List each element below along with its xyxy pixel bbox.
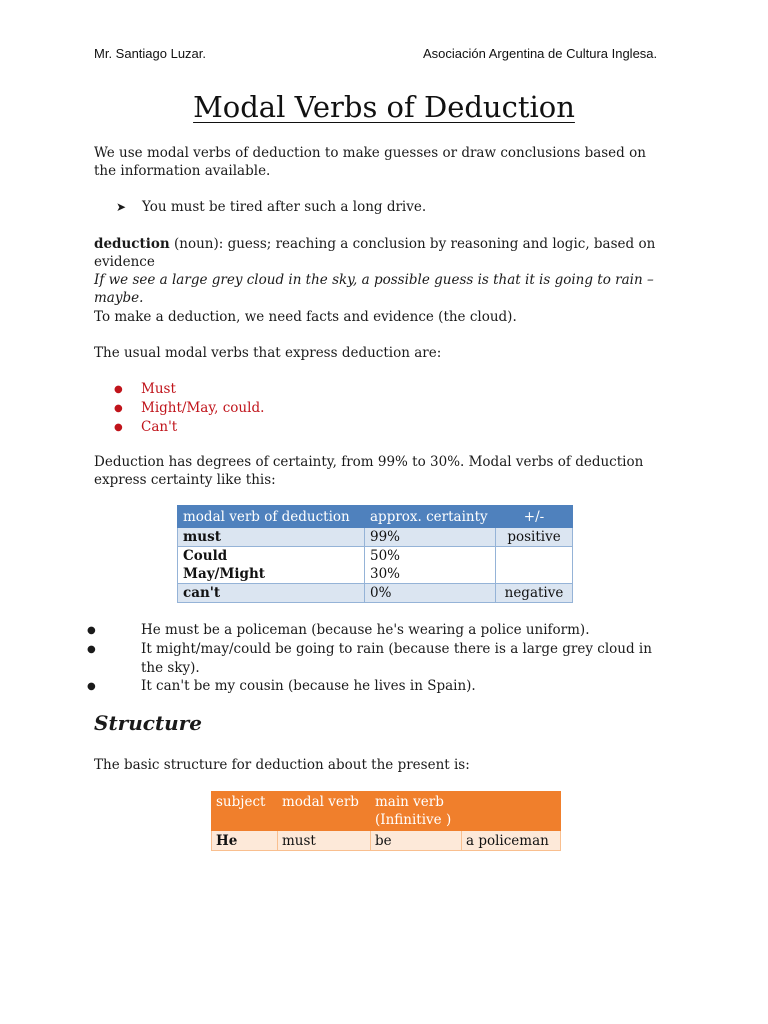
table-cell: must <box>178 528 365 547</box>
table-header-cell: subject <box>212 792 278 831</box>
structure-intro: The basic structure for deduction about the present is: <box>94 757 470 773</box>
usual-paragraph: The usual modal verbs that express deduction are: <box>94 345 442 361</box>
list-item <box>114 380 264 399</box>
arrow-bullet-icon: ➤ <box>116 200 127 214</box>
table-header-row <box>212 792 561 831</box>
table-row <box>178 547 573 566</box>
list-item-label: He must be a policeman (because he's wearing a police uniform). <box>141 622 590 638</box>
bullet-icon: ● <box>114 422 123 433</box>
table-cell: must <box>278 831 371 851</box>
intro-paragraph: We use modal verbs of deduction to make guesses or draw conclusions based on the information available. <box>94 145 646 179</box>
table-row <box>178 584 573 603</box>
table-cell: can't <box>178 584 365 603</box>
table-row <box>212 831 561 851</box>
list-item <box>114 418 264 437</box>
table-header-cell: +/- <box>496 506 573 528</box>
list-item <box>87 621 659 640</box>
table-header-cell: modal verb <box>278 792 371 831</box>
table-row <box>178 528 573 547</box>
table-cell <box>496 565 573 584</box>
definition-text: (noun): guess; reaching a conclusion by reasoning and logic, based on evidence <box>94 236 656 270</box>
bullet-icon: ● <box>114 384 123 395</box>
degrees-paragraph: Deduction has degrees of certainty, from 99% to 30%. Modal verbs of deduction express certainty like this: <box>94 454 644 488</box>
list-item-label: Might/May, could. <box>141 400 265 416</box>
bullet-icon: ● <box>87 681 96 692</box>
table-cell: positive <box>496 528 573 547</box>
list-item-label: Must <box>141 381 176 397</box>
table-cell <box>496 547 573 566</box>
modal-list <box>114 380 264 437</box>
table-cell: be <box>371 831 462 851</box>
list-item <box>114 399 264 418</box>
table-cell: 99% <box>365 528 496 547</box>
table-cell: 0% <box>365 584 496 603</box>
table-cell: He <box>212 831 278 851</box>
examples-list <box>87 621 659 696</box>
bullet-icon: ● <box>87 625 96 636</box>
table-header-cell: main verb (Infinitive ) <box>371 792 462 831</box>
list-item-label: It can't be my cousin (because he lives in Spain). <box>141 678 476 694</box>
list-item <box>87 677 659 696</box>
table-cell: negative <box>496 584 573 603</box>
table-row <box>178 565 573 584</box>
table-cell: 30% <box>365 565 496 584</box>
list-item-label: Can't <box>141 419 178 435</box>
table-cell: Could <box>178 547 365 566</box>
example-sentence: You must be tired after such a long drive. <box>142 199 427 215</box>
bullet-icon: ● <box>114 403 123 414</box>
header-author: Mr. Santiago Luzar. <box>94 46 207 61</box>
table-cell: a policeman <box>462 831 561 851</box>
facts-paragraph: To make a deduction, we need facts and evidence (the cloud). <box>94 309 517 325</box>
table-header-cell: approx. certainty <box>365 506 496 528</box>
table-header-row <box>178 506 573 528</box>
definition-example: If we see a large grey cloud in the sky, a possible guess is that it is going to rain – maybe. <box>94 272 654 306</box>
structure-heading: Structure <box>94 711 202 735</box>
list-item <box>87 640 659 677</box>
table-cell: 50% <box>365 547 496 566</box>
list-item-label: It might/may/could be going to rain (because there is a large grey cloud in the sky). <box>141 641 652 676</box>
example-arrow-item <box>116 199 426 215</box>
header-institution: Asociación Argentina de Cultura Inglesa. <box>423 46 658 61</box>
page-title: Modal Verbs of Deduction <box>193 90 575 124</box>
certainty-table <box>177 505 573 603</box>
definition-term: deduction <box>94 236 170 252</box>
table-header-cell <box>462 792 561 831</box>
structure-table <box>211 791 561 851</box>
bullet-icon: ● <box>87 644 96 655</box>
table-cell: May/Might <box>178 565 365 584</box>
definition-paragraph <box>94 235 664 307</box>
table-header-cell: modal verb of deduction <box>178 506 365 528</box>
